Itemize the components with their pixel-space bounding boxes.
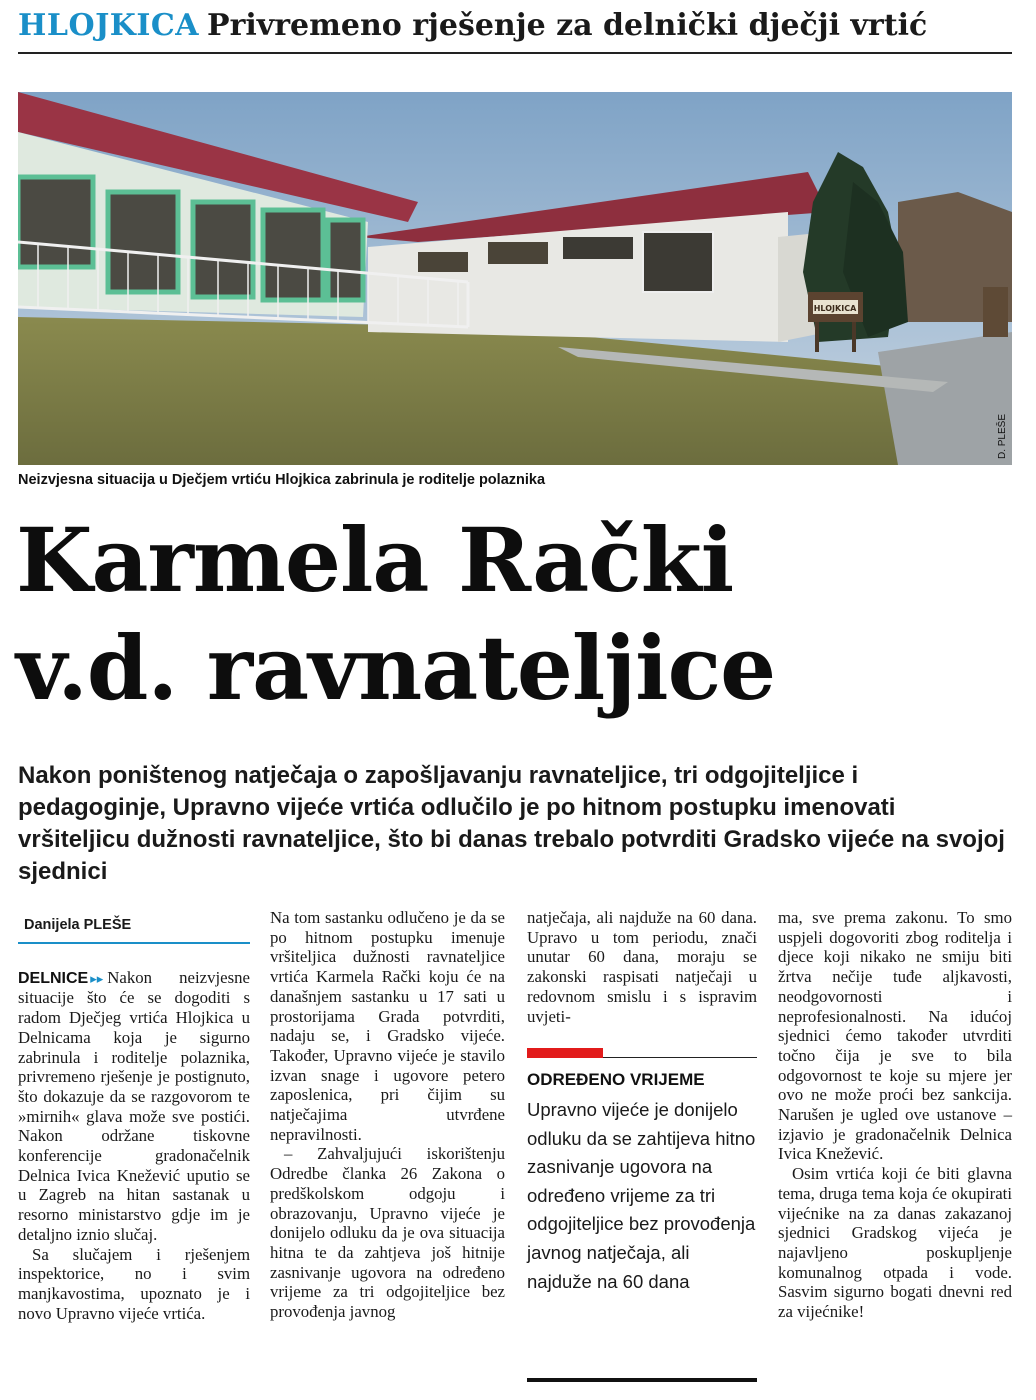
headline-line-1: Karmela Rački <box>16 508 734 612</box>
article-photo <box>18 92 1012 465</box>
column-2 <box>270 908 505 1322</box>
paragraph: ma, sve prema zakonu. To smo uspjeli dogovoriti zbog roditelja i djece koji nikako ne smiju biti žrtva nečije tuđe aljkavosti, neodgovornosti i neprofesionalnosti. Na idućoj sjednici ćemo također utvrditi točno čija je sve to bila odgovornost te koje su mjere jer ovo ne može proći bez sankcija. Narušen je ugled ove ustanove – izjavio je gradonačelnik Delnica Ivica Knežević. <box>778 908 1012 1164</box>
hlojkica-sign-text: HLOJKICA <box>813 304 857 313</box>
headline <box>16 506 1016 722</box>
double-arrow-icon: ▸▸ <box>90 970 104 986</box>
photo-caption: Neizvjesna situacija u Dječjem vrtiću Hlojkica zabrinula je roditelje polaznika <box>18 472 546 488</box>
photo-credit: D. PLEŠE <box>997 413 1008 459</box>
box-bottom-rule <box>527 1378 757 1382</box>
paragraph: Na tom sastanku odlučeno je da se po hitnom postupku imenuje vršiteljica dužnosti ravnateljice vrtića Karmela Rački koju će na današnjem sastanku u 17 sati u prostorijama Grada potvrditi, nadaju se, i Gradsko vijeće. Također, Upravno vijeće je stavilo izvan snage i ugovore petero zaposlenica, pri čijim su natječajima utvrđene nepravilnosti. <box>270 908 505 1144</box>
dateline: DELNICE <box>18 969 89 987</box>
headline-line-2: v.d. ravnateljice <box>16 616 776 720</box>
kindergarten-building-illustration <box>18 92 1012 465</box>
paragraph: natječaja, ali najduže na 60 dana. Upravo u tom periodu, znači unutar 60 dana, moraju se zakonski raspisati natječaji u redovnom smislu i s ispravim uvjeti- <box>527 908 757 1026</box>
paragraph: Sa slučajem i rješenjem inspektorice, no i svim manjkavostima, upoznato je i novo Upravno vijeće vrtića. <box>18 1244 250 1323</box>
highlight-box <box>527 1046 757 1376</box>
column-1 <box>18 908 250 1323</box>
box-text: Upravno vijeće je donijelo odluku da se zahtijeva hitno zasnivanje ugovora na određeno vrijeme za tri odgojiteljice bez provođenja javnog natječaja, ali najduže na 60 dana <box>527 1099 756 1292</box>
paragraph: Osim vrtića koji će biti glavna tema, druga tema koja će okupirati vijećnike na za danas zakazanoj sjednici Gradskog vijeća je najavljeno poskupljenje komunalnog otpada i vode. Sasvim sigurno bogati dnevni red za vijećnike! <box>778 1164 1012 1322</box>
paragraph <box>18 968 250 1245</box>
column-3 <box>527 908 757 1026</box>
byline: Danijela PLEŠE <box>18 908 250 944</box>
section-kicker: HLOJKICA <box>18 8 200 43</box>
box-top-rule <box>527 1046 757 1058</box>
kicker-title: Privremeno rješenje za delnički dječji vrtić <box>207 8 928 43</box>
paragraph-text: Nakon neizvjesne situacije što će se dogoditi s radom Dječjeg vrtića Hlojkica u Delnicama koja je sigurno zabrinula i roditelje polaznika, privremeno rješenje je postignuto, što dokazuje da se razgovorom te »mirnih« glava može sve postići. Nakon održane tiskovne konferencije gradonačelnik Delnica Ivica Knežević uputio se u Zagreb na hitan sastanak u resorno ministarstvo gdje im je detaljno iznio slučaj. <box>18 967 250 1244</box>
red-accent-bar <box>527 1048 603 1058</box>
column-4 <box>778 908 1012 1322</box>
paragraph: – Zahvaljujući iskorištenju Odredbe članka 26 Zakona o predškolskom odgoju i obrazovanju, Upravno vijeće je donijelo odluku da je ova situacija hitna te da zahtjeva još hitnije zasnivanje ugovora na određeno vrijeme za tri odgojiteljice bez provođenja javnog <box>270 1144 505 1322</box>
lead-paragraph: Nakon poništenog natječaja o zapošljavanju ravnateljice, tri odgojiteljice i pedagoginje, Upravno vijeće vrtića odlučilo je po hitnom postupku imenovati vršiteljicu dužnosti ravnateljice, što bi danas trebalo potvrditi Gradsko vijeće na svojoj sjednici <box>18 762 1005 885</box>
box-title: ODREĐENO VRIJEME <box>527 1070 705 1089</box>
kicker-bar <box>18 8 1012 54</box>
